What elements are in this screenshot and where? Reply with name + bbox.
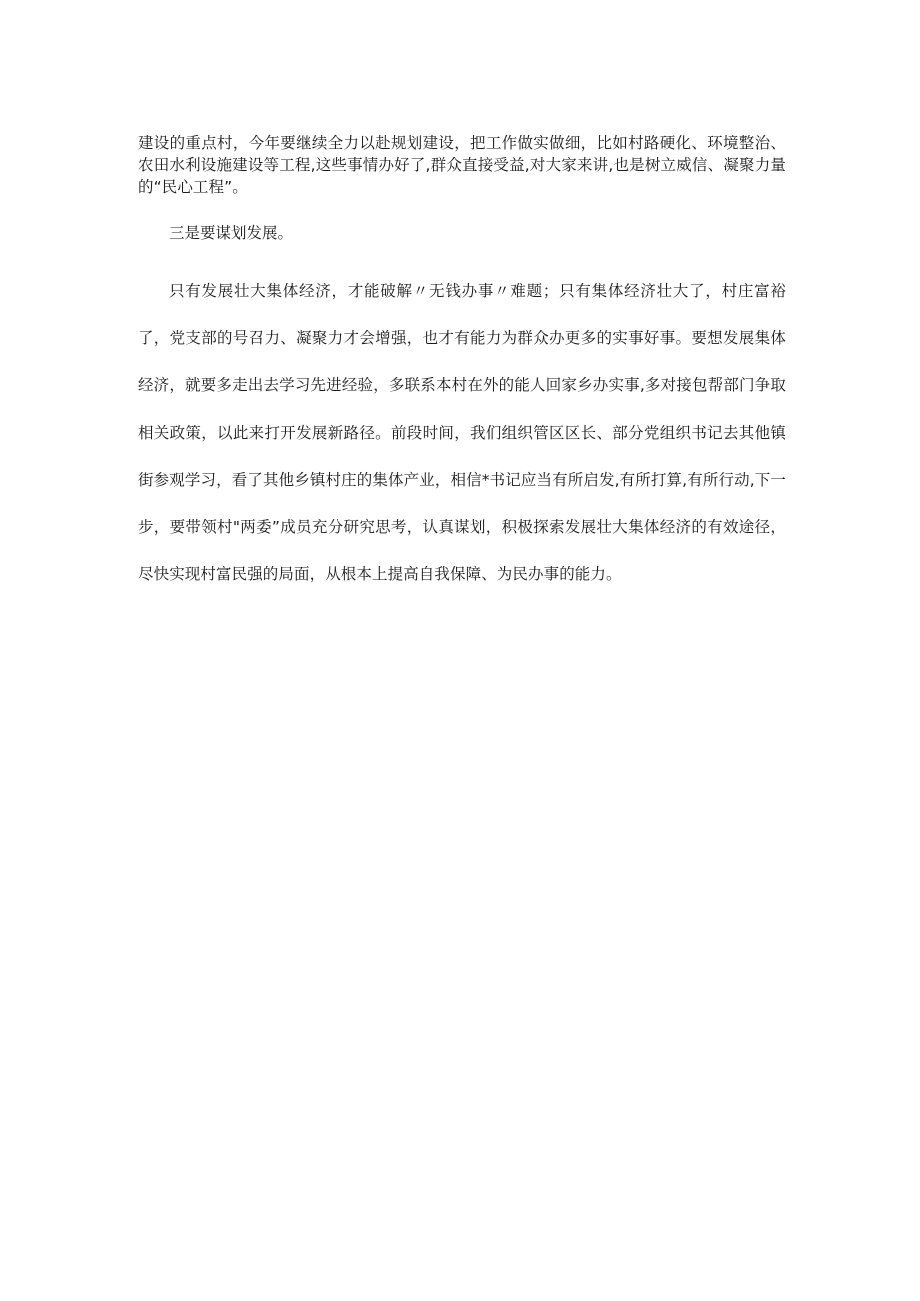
section-heading: 三是要谋划发展。: [169, 224, 294, 242]
paragraph-continued: 建设的重点村，今年要继续全力以赴规划建设，把工作做实做细，比如村路硬化、环境整治、农田水利设施建设等工程,这些事情办好了,群众直接受益,对大家来讲,也是树立威信、凝聚力量的“民心工程”。: [138, 134, 786, 196]
paragraph-development: 只有发展壮大集体经济，才能破解〃无钱办事〃难题；只有集体经济壮大了，村庄富裕了，党支部的号召力、凝聚力才会增强，也才有能力为群众办更多的实事好事。要想发展集体经济，就要多走出去学习先进经验，多联系本村在外的能人回家乡办实事,多对接包帮部门争取相关政策，以此来打开发展新路径。前段时间，我们组织管区区长、部分党组织书记去其他镇街参观学习，看了其他乡镇村庄的集体产业，相信*书记应当有所启发,有所打算,有所行动,下一步，要带领村"两委”成员充分研究思考，认真谋划，积极探索发展壮大集体经济的有效途径，尽快实现村富民强的局面，从根本上提高自我保障、为民办事的能力。: [138, 282, 786, 584]
